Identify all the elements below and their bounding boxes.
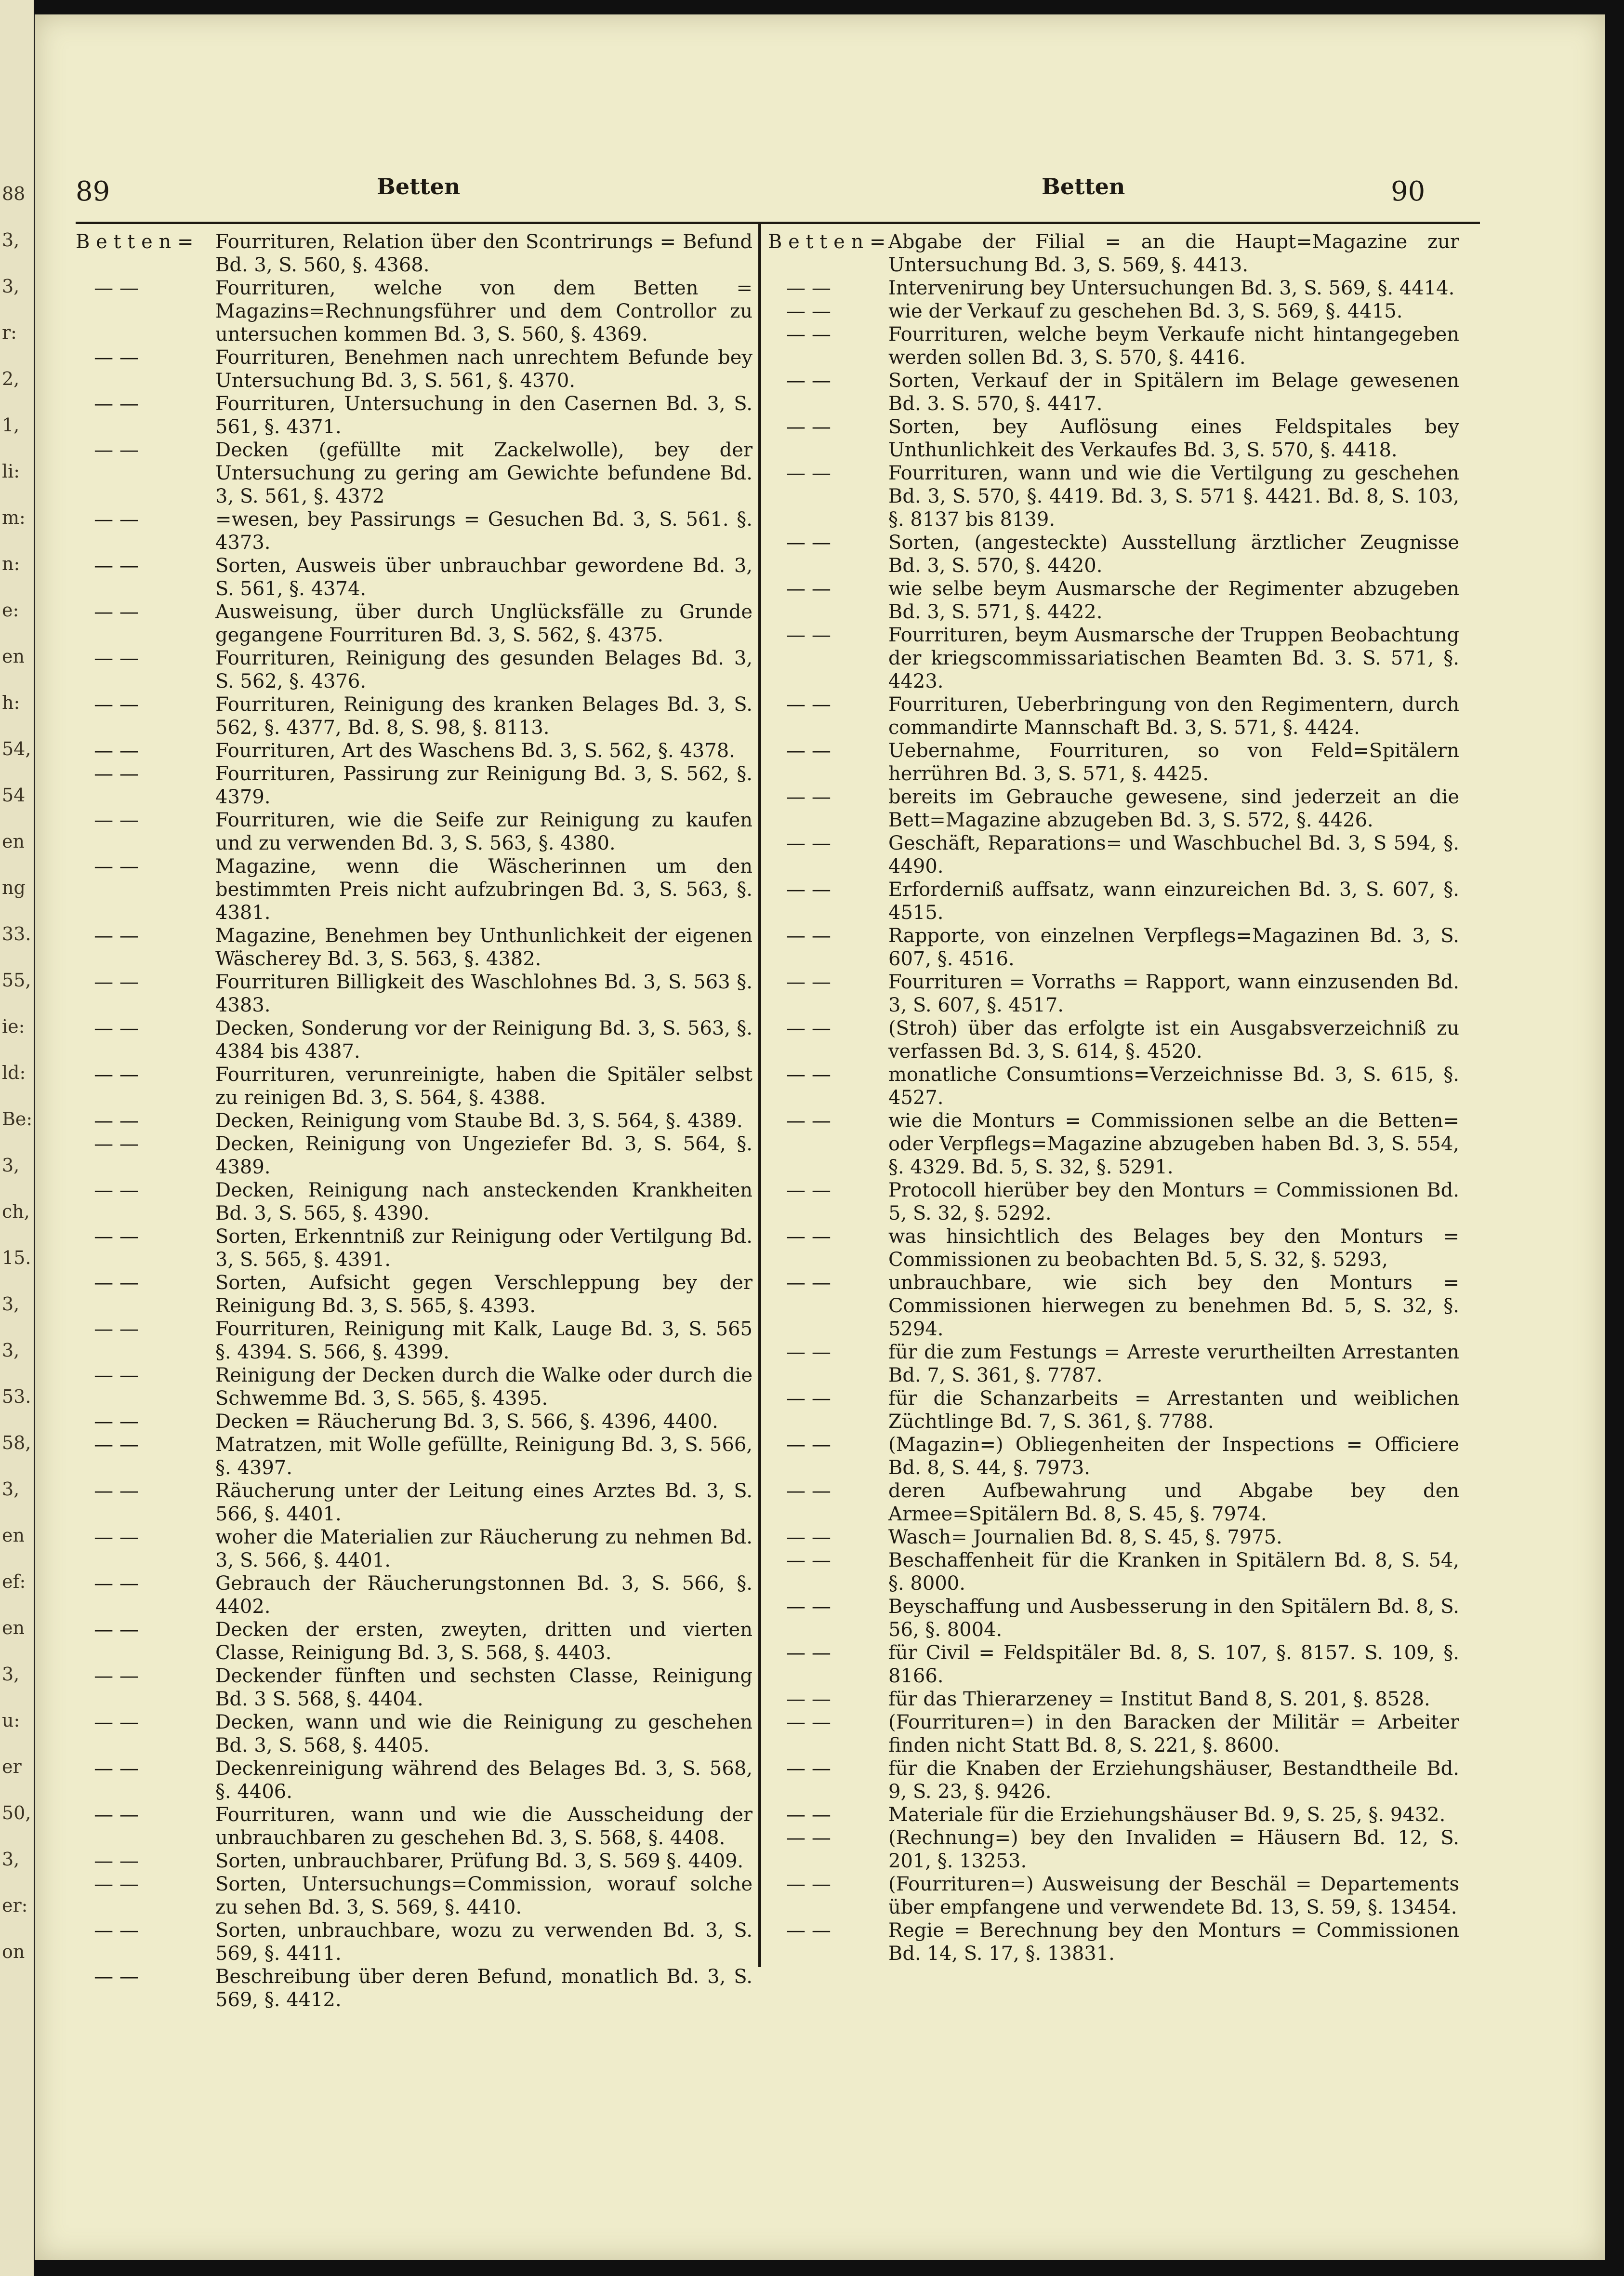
index-entry [768, 1109, 1459, 1179]
index-entry [768, 1017, 1459, 1063]
ditto-dash: — — [76, 1665, 139, 1687]
adjacent-page-edge [0, 0, 34, 2276]
edge-fragment: e: [2, 599, 19, 621]
index-entry [76, 855, 753, 924]
entry-text: Sorten, unbrauchbarer, Prüfung Bd. 3, S. 569 §. 4409. [215, 1850, 744, 1872]
edge-fragment: er [2, 1756, 22, 1777]
entry-text: wie die Monturs = Commissionen selbe an die Betten= oder Verpflegs=Magazine abzugeben haben Bd. 3, S. 554, §. 4329. Bd. 5, S. 32, §. 5291. [888, 1110, 1459, 1178]
ditto-dash: — — [76, 1804, 139, 1826]
column-divider [758, 223, 761, 1967]
ditto-dash: — — [76, 346, 139, 369]
ditto-dash: — — [76, 1272, 139, 1294]
edge-fragment: 2, [2, 368, 20, 389]
ditto-dash: — — [76, 971, 139, 993]
ditto-dash: — — [768, 1526, 831, 1548]
entry-text: Reinigung der Decken durch die Walke oder durch die Schwemme Bd. 3, S. 565, §. 4395. [215, 1364, 753, 1410]
ditto-dash: — — [768, 1804, 831, 1826]
ditto-dash: — — [76, 555, 139, 577]
ditto-dash: — — [76, 1064, 139, 1086]
ditto-dash: — — [768, 1272, 831, 1294]
right-page-number: 90 [1391, 176, 1426, 207]
edge-fragment: r: [2, 322, 17, 343]
keyword: B e t t e n = [76, 231, 194, 253]
index-entry [76, 1132, 753, 1179]
edge-fragment: 58, [2, 1432, 31, 1453]
ditto-dash: — — [768, 1873, 831, 1895]
index-entry [768, 785, 1459, 832]
ditto-dash: — — [76, 1966, 139, 1988]
entry-text: für das Thierarzeney = Institut Band 8, S. 201, §. 8528. [888, 1688, 1430, 1710]
ditto-dash: — — [768, 277, 831, 299]
ditto-dash: — — [768, 786, 831, 808]
index-entry [76, 1803, 753, 1850]
ditto-dash: — — [76, 1711, 139, 1733]
index-entry [76, 508, 753, 554]
index-entry [76, 277, 753, 346]
ditto-dash: — — [76, 1318, 139, 1340]
entry-text: Wasch= Journalien Bd. 8, S. 45, §. 7975. [888, 1526, 1282, 1548]
edge-fragment: 54 [2, 785, 26, 806]
entry-text: (Stroh) über das erfolgte ist ein Ausgabsverzeichniß zu verfassen Bd. 3, S. 614, §. 4520. [888, 1017, 1459, 1063]
index-entry [76, 924, 753, 971]
left-page-title: Betten [377, 173, 461, 200]
index-entry [768, 1063, 1459, 1109]
entry-text: Decken (gefüllte mit Zackelwolle), bey der Untersuchung zu gering am Gewichte befundene Bd. 3, S. 561, §. 4372 [215, 439, 753, 507]
index-entry [768, 415, 1459, 462]
edge-fragment: en [2, 831, 25, 852]
index-entry [768, 1479, 1459, 1526]
entry-text: monatliche Consumtions=Verzeichnisse Bd. 3, S. 615, §. 4527. [888, 1064, 1459, 1109]
index-entry [768, 1873, 1459, 1919]
entry-text: deren Aufbewahrung und Abgabe bey den Armee=Spitälern Bd. 8, S. 45, §. 7974. [888, 1480, 1459, 1525]
index-entry [76, 230, 753, 277]
index-entry [768, 1595, 1459, 1641]
ditto-dash: — — [768, 416, 831, 438]
index-entry [768, 1919, 1459, 1965]
entry-text: Fourrituren, Relation über den Scontrirungs = Befund Bd. 3, S. 560, §. 4368. [215, 231, 753, 276]
entry-text: Fourrituren, verunreinigte, haben die Spitäler selbst zu reinigen Bd. 3, S. 564, §. 4388. [215, 1064, 753, 1109]
entry-text: Decken, Reinigung nach ansteckenden Krankheiten Bd. 3, S. 565, §. 4390. [215, 1179, 753, 1225]
edge-fragment: 3, [2, 1155, 20, 1176]
index-entry [768, 878, 1459, 924]
entry-text: für die zum Festungs = Arreste verurtheilten Arrestanten Bd. 7, S. 361, §. 7787. [888, 1341, 1459, 1386]
entry-text: (Fourrituren=) in den Baracken der Militär = Arbeiter finden nicht Statt Bd. 8, S. 221, §. 8600. [888, 1711, 1459, 1757]
ditto-dash: — — [76, 601, 139, 623]
entry-text: bereits im Gebrauche gewesene, sind jederzeit an die Bett=Magazine abzugeben Bd. 3, S. 572, §. 4426. [888, 786, 1459, 831]
right-page-title: Betten [1042, 173, 1125, 200]
index-entry [768, 1433, 1459, 1479]
edge-fragment: 1, [2, 414, 20, 436]
entry-text: woher die Materialien zur Räucherung zu nehmen Bd. 3, S. 566, §. 4401. [215, 1526, 753, 1571]
index-entry [76, 1873, 753, 1919]
index-entry [76, 1618, 753, 1664]
entry-text: was hinsichtlich des Belages bey den Monturs = Commissionen zu beobachten Bd. 5, S. 32, §. 5293, [888, 1225, 1459, 1271]
ditto-dash: — — [768, 578, 831, 600]
entry-text: Sorten, Untersuchungs=Commission, worauf solche zu sehen Bd. 3, S. 569, §. 4410. [215, 1873, 753, 1918]
ditto-dash: — — [768, 832, 831, 854]
entry-text: Fourrituren, Reinigung des gesunden Belages Bd. 3, S. 562, §. 4376. [215, 647, 753, 692]
ditto-dash: — — [768, 624, 831, 646]
edge-fragment: ch, [2, 1201, 30, 1222]
index-entry [768, 323, 1459, 369]
edge-fragment: 15. [2, 1247, 31, 1268]
ditto-dash: — — [76, 393, 139, 415]
edge-fragment: ld: [2, 1062, 26, 1083]
ditto-dash: — — [76, 1225, 139, 1248]
entry-text: Intervenirung bey Untersuchungen Bd. 3, S. 569, §. 4414. [888, 277, 1455, 299]
index-entry [76, 1664, 753, 1711]
ditto-dash: — — [768, 1642, 831, 1664]
ditto-dash: — — [768, 1919, 831, 1942]
entry-text: (Magazin=) Obliegenheiten der Inspections = Officiere Bd. 8, S. 44, §. 7973. [888, 1434, 1459, 1479]
ditto-dash: — — [768, 532, 831, 554]
index-entry [76, 693, 753, 739]
index-entry [76, 439, 753, 508]
ditto-dash: — — [76, 1919, 139, 1942]
edge-fragment: 3, [2, 1293, 20, 1315]
entry-text: Fourrituren, Passirung zur Reinigung Bd. 3, S. 562, §. 4379. [215, 763, 753, 808]
ditto-dash: — — [768, 740, 831, 762]
index-entry [768, 1688, 1459, 1711]
header-rule [76, 222, 1480, 224]
ditto-dash: — — [76, 925, 139, 947]
index-entry [76, 1965, 753, 2011]
ditto-dash: — — [768, 1341, 831, 1363]
left-page-number: 89 [76, 176, 110, 207]
ditto-dash: — — [768, 1549, 831, 1571]
entry-text: Gebrauch der Räucherungstonnen Bd. 3, S. 566, §. 4402. [215, 1572, 753, 1618]
ditto-dash: — — [76, 647, 139, 669]
entry-text: (Fourrituren=) Ausweisung der Beschäl = Departements über empfangene und verwendete Bd. 13, S. 59, §. 13454. [888, 1873, 1459, 1918]
index-entry [768, 1271, 1459, 1341]
entry-text: Decken, wann und wie die Reinigung zu geschehen Bd. 3, S. 568, §. 4405. [215, 1711, 753, 1757]
entry-text: Fourrituren, Reinigung des kranken Belages Bd. 3, S. 562, §. 4377, Bd. 8, S. 98, §. 8113. [215, 693, 753, 739]
entry-text: Sorten, Erkenntniß zur Reinigung oder Vertilgung Bd. 3, S. 565, §. 4391. [215, 1225, 753, 1271]
index-entry [76, 1364, 753, 1410]
index-entry [76, 762, 753, 809]
ditto-dash: — — [76, 809, 139, 831]
ditto-dash: — — [76, 508, 139, 531]
ditto-dash: — — [768, 462, 831, 484]
entry-text: Sorten, Aufsicht gegen Verschleppung bey der Reinigung Bd. 3, S. 565, §. 4393. [215, 1272, 753, 1317]
entry-text: Rapporte, von einzelnen Verpflegs=Magazinen Bd. 3, S. 607, §. 4516. [888, 925, 1459, 970]
entry-text: (Rechnung=) bey den Invaliden = Häusern Bd. 12, S. 201, §. 13253. [888, 1827, 1459, 1872]
entry-text: Decken der ersten, zweyten, dritten und vierten Classe, Reinigung Bd. 3, S. 568, §. 4403. [215, 1619, 753, 1664]
edge-fragment: 3, [2, 1478, 20, 1500]
edge-fragment: u: [2, 1710, 20, 1731]
index-entry [768, 1803, 1459, 1826]
entry-text: für Civil = Feldspitäler Bd. 8, S. 107, §. 8157. S. 109, §. 8166. [888, 1642, 1459, 1687]
ditto-dash: — — [76, 439, 139, 461]
entry-text: Beyschaffung und Ausbesserung in den Spitälern Bd. 8, S. 56, §. 8004. [888, 1596, 1459, 1641]
entry-text: Beschreibung über deren Befund, monatlich Bd. 3, S. 569, §. 4412. [215, 1966, 753, 2011]
index-entry [76, 809, 753, 855]
ditto-dash: — — [768, 323, 831, 346]
entry-text: Beschaffenheit für die Kranken in Spitälern Bd. 8, S. 54, §. 8000. [888, 1549, 1459, 1595]
entry-text: Fourrituren, Benehmen nach unrechtem Befunde bey Untersuchung Bd. 3, S. 561, §. 4370. [215, 346, 753, 392]
ditto-dash: — — [76, 277, 139, 299]
index-entry [768, 531, 1459, 577]
ditto-dash: — — [768, 300, 831, 322]
index-entry [768, 369, 1459, 415]
entry-text: Sorten, bey Auflösung eines Feldspitales bey Unthunlichkeit des Verkaufes Bd. 3, S. 570, §. 4418. [888, 416, 1459, 461]
entry-text: Ausweisung, über durch Unglücksfälle zu Grunde gegangene Fourrituren Bd. 3, S. 562, §. 4375. [215, 601, 753, 646]
index-entry [768, 230, 1459, 277]
ditto-dash: — — [768, 1596, 831, 1618]
ditto-dash: — — [76, 1411, 139, 1433]
ditto-dash: — — [76, 1364, 139, 1386]
entry-text: wie selbe beym Ausmarsche der Regimenter abzugeben Bd. 3, S. 571, §. 4422. [888, 578, 1459, 623]
entry-text: Fourrituren, Ueberbringung von den Regimentern, durch commandirte Mannschaft Bd. 3, S. 571, §. 4424. [888, 693, 1459, 739]
edge-fragment: 55, [2, 970, 31, 991]
entry-text: für die Knaben der Erziehungshäuser, Bestandtheile Bd. 9, S. 23, §. 9426. [888, 1757, 1459, 1803]
ditto-dash: — — [768, 1387, 831, 1410]
index-entry [768, 693, 1459, 739]
ditto-dash: — — [768, 693, 831, 716]
entry-text: Erforderniß auffsatz, wann einzureichen Bd. 3, S. 607, §. 4515. [888, 878, 1459, 924]
ditto-dash: — — [76, 693, 139, 716]
entry-text: Geschäft, Reparations= und Waschbuchel Bd. 3, S 594, §. 4490. [888, 832, 1459, 878]
entry-text: Räucherung unter der Leitung eines Arztes Bd. 3, S. 566, §. 4401. [215, 1480, 753, 1525]
entry-text: Sorten, unbrauchbare, wozu zu verwenden Bd. 3, S. 569, §. 4411. [215, 1919, 753, 1965]
index-entry [768, 1179, 1459, 1225]
edge-fragment: 3, [2, 276, 20, 297]
entry-text: Deckenreinigung während des Belages Bd. 3, S. 568, §. 4406. [215, 1757, 753, 1803]
index-entry [76, 392, 753, 439]
entry-text: unbrauchbare, wie sich bey den Monturs = Commissionen hierwegen zu benehmen Bd. 5, S. 32, §. 5294. [888, 1272, 1459, 1340]
ditto-dash: — — [768, 1225, 831, 1248]
ditto-dash: — — [768, 1688, 831, 1710]
index-entry [76, 346, 753, 392]
entry-text: Fourrituren, Untersuchung in den Casernen Bd. 3, S. 561, §. 4371. [215, 393, 753, 438]
index-entry [76, 971, 753, 1017]
index-entry [76, 1479, 753, 1526]
ditto-dash: — — [76, 740, 139, 762]
right-index-column [768, 230, 1459, 1965]
entry-text: Uebernahme, Fourrituren, so von Feld=Spitälern herrühren Bd. 3, S. 571, §. 4425. [888, 740, 1459, 785]
index-entry [76, 1410, 753, 1433]
edge-fragment: 50, [2, 1802, 31, 1823]
entry-text: Sorten, (angesteckte) Ausstellung ärztlicher Zeugnisse Bd. 3, S. 570, §. 4420. [888, 532, 1459, 577]
index-entry [768, 577, 1459, 624]
index-entry [768, 1641, 1459, 1688]
edge-fragment: ng [2, 877, 26, 898]
index-entry [76, 600, 753, 647]
index-entry [76, 1179, 753, 1225]
entry-text: Regie = Berechnung bey den Monturs = Commissionen Bd. 14, S. 17, §. 13831. [888, 1919, 1459, 1965]
index-entry [76, 1109, 753, 1132]
entry-text: Sorten, Verkauf der in Spitälern im Belage gewesenen Bd. 3. S. 570, §. 4417. [888, 370, 1459, 415]
left-index-column [76, 230, 753, 2011]
index-entry [76, 739, 753, 762]
index-entry [76, 1572, 753, 1618]
entry-text: =wesen, bey Passirungs = Gesuchen Bd. 3, S. 561. §. 4373. [215, 508, 753, 554]
edge-fragment: 88 [2, 183, 26, 204]
index-entry [768, 832, 1459, 878]
entry-text: Fourrituren, wie die Seife zur Reinigung zu kaufen und zu verwenden Bd. 3, S. 563, §. 4380. [215, 809, 753, 854]
entry-text: Matratzen, mit Wolle gefüllte, Reinigung Bd. 3, S. 566, §. 4397. [215, 1434, 753, 1479]
index-entry [768, 1757, 1459, 1803]
edge-fragment: n: [2, 553, 20, 574]
index-entry [768, 462, 1459, 531]
index-entry [768, 1225, 1459, 1271]
index-entry [76, 554, 753, 600]
entry-text: Materiale für die Erziehungshäuser Bd. 9, S. 25, §. 9432. [888, 1804, 1446, 1826]
ditto-dash: — — [768, 925, 831, 947]
entry-text: Magazine, wenn die Wäscherinnen um den bestimmten Preis nicht aufzubringen Bd. 3, S. 563, §. 4381. [215, 855, 753, 924]
index-entry [76, 1711, 753, 1757]
index-entry [76, 1433, 753, 1479]
index-entry [768, 300, 1459, 323]
ditto-dash: — — [768, 1110, 831, 1132]
edge-fragment: 54, [2, 738, 31, 759]
edge-fragment: ef: [2, 1571, 26, 1592]
entry-text: Sorten, Ausweis über unbrauchbar gewordene Bd. 3, S. 561, §. 4374. [215, 555, 753, 600]
entry-text: Decken = Räucherung Bd. 3, S. 566, §. 4396, 4400. [215, 1411, 718, 1433]
index-entry [768, 1341, 1459, 1387]
entry-text: Protocoll hierüber bey den Monturs = Commissionen Bd. 5, S. 32, §. 5292. [888, 1179, 1459, 1225]
ditto-dash: — — [76, 1434, 139, 1456]
ditto-dash: — — [768, 1711, 831, 1733]
ditto-dash: — — [768, 1064, 831, 1086]
entry-text: Fourrituren = Vorraths = Rapport, wann einzusenden Bd. 3, S. 607, §. 4517. [888, 971, 1459, 1016]
ditto-dash: — — [768, 1017, 831, 1039]
index-entry [768, 1711, 1459, 1757]
ditto-dash: — — [768, 1480, 831, 1502]
entry-text: wie der Verkauf zu geschehen Bd. 3, S. 569, §. 4415. [888, 300, 1403, 322]
index-entry [768, 277, 1459, 300]
index-entry [76, 1063, 753, 1109]
index-entry [76, 1318, 753, 1364]
book-page [35, 14, 1605, 2260]
ditto-dash: — — [76, 1873, 139, 1895]
ditto-dash: — — [768, 370, 831, 392]
edge-fragment: 3, [2, 1340, 20, 1361]
entry-text: Deckender fünften und sechsten Classe, Reinigung Bd. 3 S. 568, §. 4404. [215, 1665, 753, 1710]
entry-text: Fourrituren, Reinigung mit Kalk, Lauge Bd. 3, S. 565 §. 4394. S. 566, §. 4399. [215, 1318, 753, 1363]
edge-fragment: h: [2, 692, 20, 713]
ditto-dash: — — [76, 1110, 139, 1132]
ditto-dash: — — [768, 1434, 831, 1456]
ditto-dash: — — [76, 1179, 139, 1201]
edge-fragment: 3, [2, 1664, 20, 1685]
edge-fragment: 3, [2, 1849, 20, 1870]
edge-fragment: er: [2, 1895, 28, 1916]
index-entry [768, 1526, 1459, 1549]
ditto-dash: — — [768, 1827, 831, 1849]
entry-text: Decken, Sonderung vor der Reinigung Bd. 3, S. 563, §. 4384 bis 4387. [215, 1017, 753, 1063]
ditto-dash: — — [76, 1526, 139, 1548]
entry-text: Fourrituren, wann und wie die Vertilgung zu geschehen Bd. 3, S. 570, §. 4419. Bd. 3, S. 571 §. 4421. Bd. 8, S. 103, §. 8137 bis 8139. [888, 462, 1459, 531]
index-entry [76, 1017, 753, 1063]
edge-fragment: en [2, 1617, 25, 1638]
entry-text: Fourrituren, welche von dem Betten = Magazins=Rechnungsführer und dem Controllor zu untersuchen kommen Bd. 3, S. 560, §. 4369. [215, 277, 753, 346]
entry-text: Fourrituren, Art des Waschens Bd. 3, S. 562, §. 4378. [215, 740, 735, 762]
ditto-dash: — — [76, 1133, 139, 1155]
edge-fragment: Be: [2, 1108, 33, 1130]
index-entry [768, 924, 1459, 971]
keyword: B e t t e n = [768, 231, 886, 253]
entry-text: Magazine, Benehmen bey Unthunlichkeit der eigenen Wäscherey Bd. 3, S. 563, §. 4382. [215, 925, 753, 970]
edge-fragment: m: [2, 507, 26, 528]
edge-fragment: en [2, 646, 25, 667]
index-entry [768, 1826, 1459, 1873]
edge-fragment: on [2, 1941, 25, 1962]
ditto-dash: — — [768, 1179, 831, 1201]
ditto-dash: — — [76, 1850, 139, 1872]
edge-fragment: ie: [2, 1016, 25, 1037]
ditto-dash: — — [76, 1017, 139, 1039]
edge-fragment: en [2, 1525, 25, 1546]
index-entry [768, 1549, 1459, 1595]
index-entry [768, 971, 1459, 1017]
entry-text: Fourrituren, beym Ausmarsche der Truppen Beobachtung der kriegscommissariatischen Beamten Bd. 3. S. 571, §. 4423. [888, 624, 1459, 692]
edge-fragment: li: [2, 461, 20, 482]
index-entry [76, 1225, 753, 1271]
entry-text: Fourrituren Billigkeit des Waschlohnes Bd. 3, S. 563 §. 4383. [215, 971, 753, 1016]
edge-fragment: 33. [2, 923, 31, 945]
ditto-dash: — — [768, 878, 831, 901]
entry-text: Decken, Reinigung von Ungeziefer Bd. 3, S. 564, §. 4389. [215, 1133, 753, 1178]
entry-text: für die Schanzarbeits = Arrestanten und weiblichen Züchtlinge Bd. 7, S. 361, §. 7788. [888, 1387, 1459, 1433]
ditto-dash: — — [76, 1619, 139, 1641]
ditto-dash: — — [76, 763, 139, 785]
edge-fragment: 53. [2, 1386, 31, 1407]
ditto-dash: — — [768, 971, 831, 993]
index-entry [76, 1919, 753, 1965]
entry-text: Fourrituren, wann und wie die Ausscheidung der unbrauchbaren zu geschehen Bd. 3, S. 568, §. 4408. [215, 1804, 753, 1849]
entry-text: Fourrituren, welche beym Verkaufe nicht hintangegeben werden sollen Bd. 3, S. 570, §. 4416. [888, 323, 1459, 369]
entry-text: Decken, Reinigung vom Staube Bd. 3, S. 564, §. 4389. [215, 1110, 743, 1132]
entry-text: Abgabe der Filial = an die Haupt=Magazine zur Untersuchung Bd. 3, S. 569, §. 4413. [888, 231, 1459, 276]
index-entry [768, 624, 1459, 693]
index-entry [76, 647, 753, 693]
index-entry [768, 739, 1459, 785]
index-entry [76, 1850, 753, 1873]
ditto-dash: — — [76, 855, 139, 878]
ditto-dash: — — [76, 1572, 139, 1595]
ditto-dash: — — [768, 1757, 831, 1780]
edge-fragment: 3, [2, 229, 20, 251]
ditto-dash: — — [76, 1480, 139, 1502]
ditto-dash: — — [76, 1757, 139, 1780]
index-entry [768, 1387, 1459, 1433]
index-entry [76, 1757, 753, 1803]
index-entry [76, 1526, 753, 1572]
index-entry [76, 1271, 753, 1318]
